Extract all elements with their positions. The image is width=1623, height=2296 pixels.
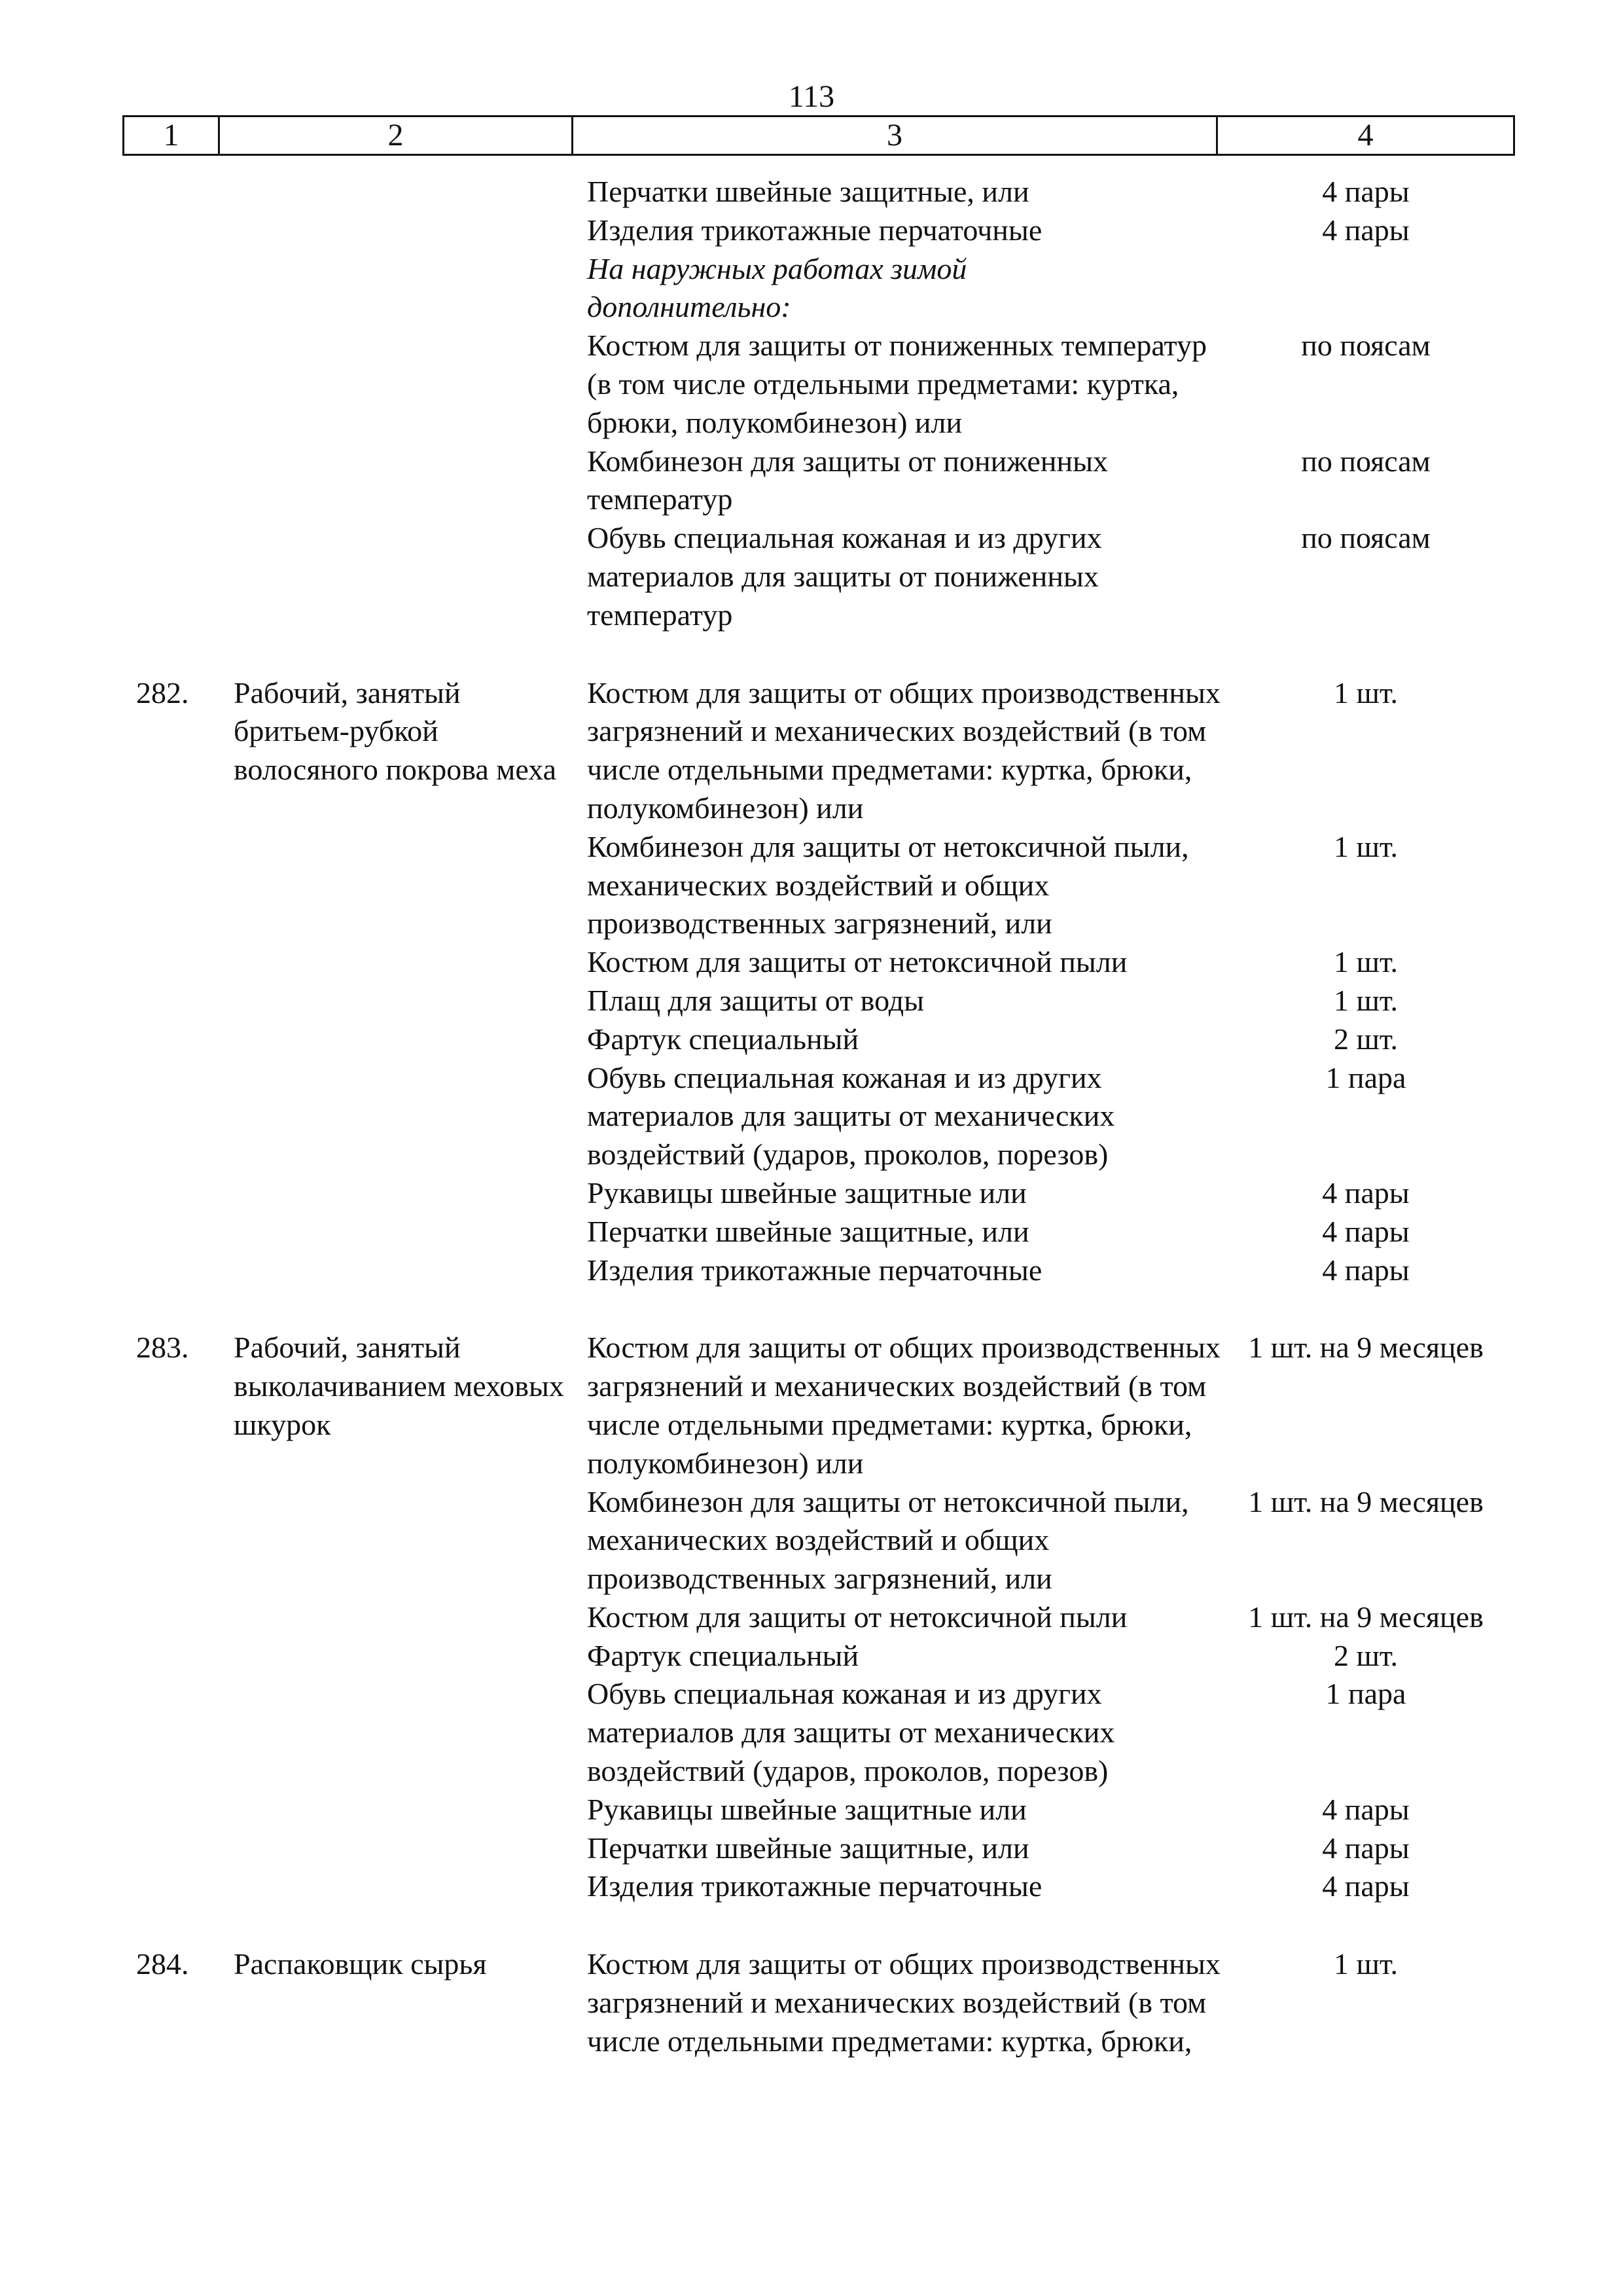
item-name: Рукавицы швейные защитные или xyxy=(587,1175,1027,1210)
item-qty: 4 пары xyxy=(1322,1831,1410,1865)
item-name: Комбинезон для защиты от пониженных температур xyxy=(587,444,1108,516)
list-item xyxy=(587,211,1529,250)
item-qty: 1 пара xyxy=(1325,1060,1406,1094)
item-name: Обувь специальная кожаная и из других материалов для защиты от механических воздействий (ударов, проколов, порезов) xyxy=(587,1060,1115,1172)
entry-items xyxy=(587,1945,1529,2060)
item-name: Рукавицы швейные защитные или xyxy=(587,1792,1027,1826)
item-name: Обувь специальная кожаная и из других материалов для защиты от механических воздействий (ударов, проколов, порезов) xyxy=(587,1677,1115,1788)
item-qty: 4 пары xyxy=(1322,1792,1410,1826)
item-qty: 1 шт. на 9 месяцев xyxy=(1248,1484,1484,1518)
list-item xyxy=(587,327,1529,442)
item-qty: 4 пары xyxy=(1322,1869,1410,1903)
header-col-3: 3 xyxy=(573,117,1218,154)
item-qty: 1 шт. xyxy=(1333,983,1399,1017)
item-qty: 2 шт. xyxy=(1333,1022,1399,1056)
continuation-items xyxy=(587,173,1529,635)
entry-number: 284. xyxy=(136,1947,189,1981)
item-name: Фартук специальный xyxy=(587,1638,859,1672)
item-qty: по поясам xyxy=(1301,521,1431,555)
item-name: Перчатки швейные защитные, или xyxy=(587,1831,1029,1865)
item-qty: 4 пары xyxy=(1322,1175,1410,1210)
item-qty: по поясам xyxy=(1301,329,1431,363)
list-item-subheading xyxy=(587,250,1529,327)
entry-number: 282. xyxy=(136,675,189,709)
item-qty: 1 шт. xyxy=(1333,945,1399,979)
list-item xyxy=(587,519,1529,634)
entry-items xyxy=(587,674,1529,1290)
list-item xyxy=(587,1791,1529,1829)
list-item xyxy=(587,1329,1529,1482)
list-item xyxy=(587,1174,1529,1213)
list-item xyxy=(587,173,1529,211)
item-name: Обувь специальная кожаная и из других материалов для защиты от пониженных температур xyxy=(587,521,1102,632)
job-title: Распаковщик сырья xyxy=(234,1947,487,1981)
item-qty: 1 пара xyxy=(1325,1677,1406,1711)
list-item xyxy=(587,1020,1529,1059)
list-item xyxy=(587,1483,1529,1598)
list-item xyxy=(587,442,1529,520)
job-title: Рабочий, занятый бритьем-рубкой волосяного покрова меха xyxy=(234,675,557,787)
item-name: Перчатки швейные защитные, или xyxy=(587,175,1029,208)
header-col-4: 4 xyxy=(1357,118,1374,152)
item-name: Изделия трикотажные перчаточные xyxy=(587,1869,1043,1903)
job-title: Рабочий, занятый выколачиванием меховых шкурок xyxy=(234,1331,564,1441)
table-header-row xyxy=(122,115,1515,156)
item-name: Фартук специальный xyxy=(587,1022,859,1056)
list-item xyxy=(587,674,1529,828)
item-name: Плащ для защиты от воды xyxy=(587,983,925,1017)
item-name: Костюм для защиты от общих производственных загрязнений и механических воздействий (в том числе отдельными предметами: куртка, брюки, полукомбинезон) или xyxy=(587,1331,1221,1480)
list-item xyxy=(587,982,1529,1020)
item-qty: 4 пары xyxy=(1322,1214,1410,1248)
list-item xyxy=(587,828,1529,943)
table-body xyxy=(0,173,1623,2061)
item-name: Костюм для защиты от нетоксичной пыли xyxy=(587,1600,1128,1634)
item-name: Костюм для защиты от общих производственных загрязнений и механических воздействий (в том числе отдельными предметами: куртка, брюки, полукомбинезон) или xyxy=(587,675,1221,825)
page-number: 113 xyxy=(788,79,835,114)
item-qty: 4 пары xyxy=(1322,1253,1410,1287)
list-item xyxy=(587,1251,1529,1290)
table-row-284 xyxy=(0,1945,1623,2060)
list-item xyxy=(587,1637,1529,1676)
item-qty: 1 шт. на 9 месяцев xyxy=(1248,1600,1484,1634)
item-qty: 4 пары xyxy=(1322,213,1410,247)
list-item xyxy=(587,1945,1529,2060)
continuation-row xyxy=(0,173,1623,635)
list-item xyxy=(587,1675,1529,1790)
list-item xyxy=(587,1829,1529,1868)
list-item xyxy=(587,1213,1529,1251)
item-name: Костюм для защиты от общих производственных загрязнений и механических воздействий (в том числе отдельными предметами: куртка, брюки, xyxy=(587,1947,1221,2058)
item-qty: 1 шт. xyxy=(1333,829,1399,863)
item-qty: 4 пары xyxy=(1322,175,1410,208)
item-name: На наружных работах зимой дополнительно: xyxy=(587,251,967,324)
item-name: Костюм для защиты от нетоксичной пыли xyxy=(587,945,1128,979)
item-name: Перчатки швейные защитные, или xyxy=(587,1214,1029,1248)
item-name: Костюм для защиты от пониженных температур (в том числе отдельными предметами: куртка, брюки, полукомбинезон) или xyxy=(587,329,1207,439)
item-qty: по поясам xyxy=(1301,444,1431,478)
header-col-1: 1 xyxy=(124,117,220,154)
list-item xyxy=(587,1598,1529,1637)
item-qty: 1 шт. xyxy=(1333,675,1399,709)
entry-items xyxy=(587,1329,1529,1906)
table-row-283 xyxy=(0,1329,1623,1906)
list-item xyxy=(587,1059,1529,1174)
list-item xyxy=(587,1867,1529,1906)
item-qty: 2 шт. xyxy=(1333,1638,1399,1672)
list-item xyxy=(587,943,1529,982)
header-col-2: 2 xyxy=(220,117,573,154)
entry-number: 283. xyxy=(136,1331,189,1365)
item-name: Комбинезон для защиты от нетоксичной пыли, механических воздействий и общих производственных загрязнений, или xyxy=(587,1484,1189,1596)
item-qty: 1 шт. на 9 месяцев xyxy=(1248,1331,1484,1365)
item-name: Изделия трикотажные перчаточные xyxy=(587,213,1043,247)
item-qty: 1 шт. xyxy=(1333,1947,1399,1981)
table-row-282 xyxy=(0,674,1623,1290)
item-name: Комбинезон для защиты от нетоксичной пыли, механических воздействий и общих производственных загрязнений, или xyxy=(587,829,1189,941)
item-name: Изделия трикотажные перчаточные xyxy=(587,1253,1043,1287)
